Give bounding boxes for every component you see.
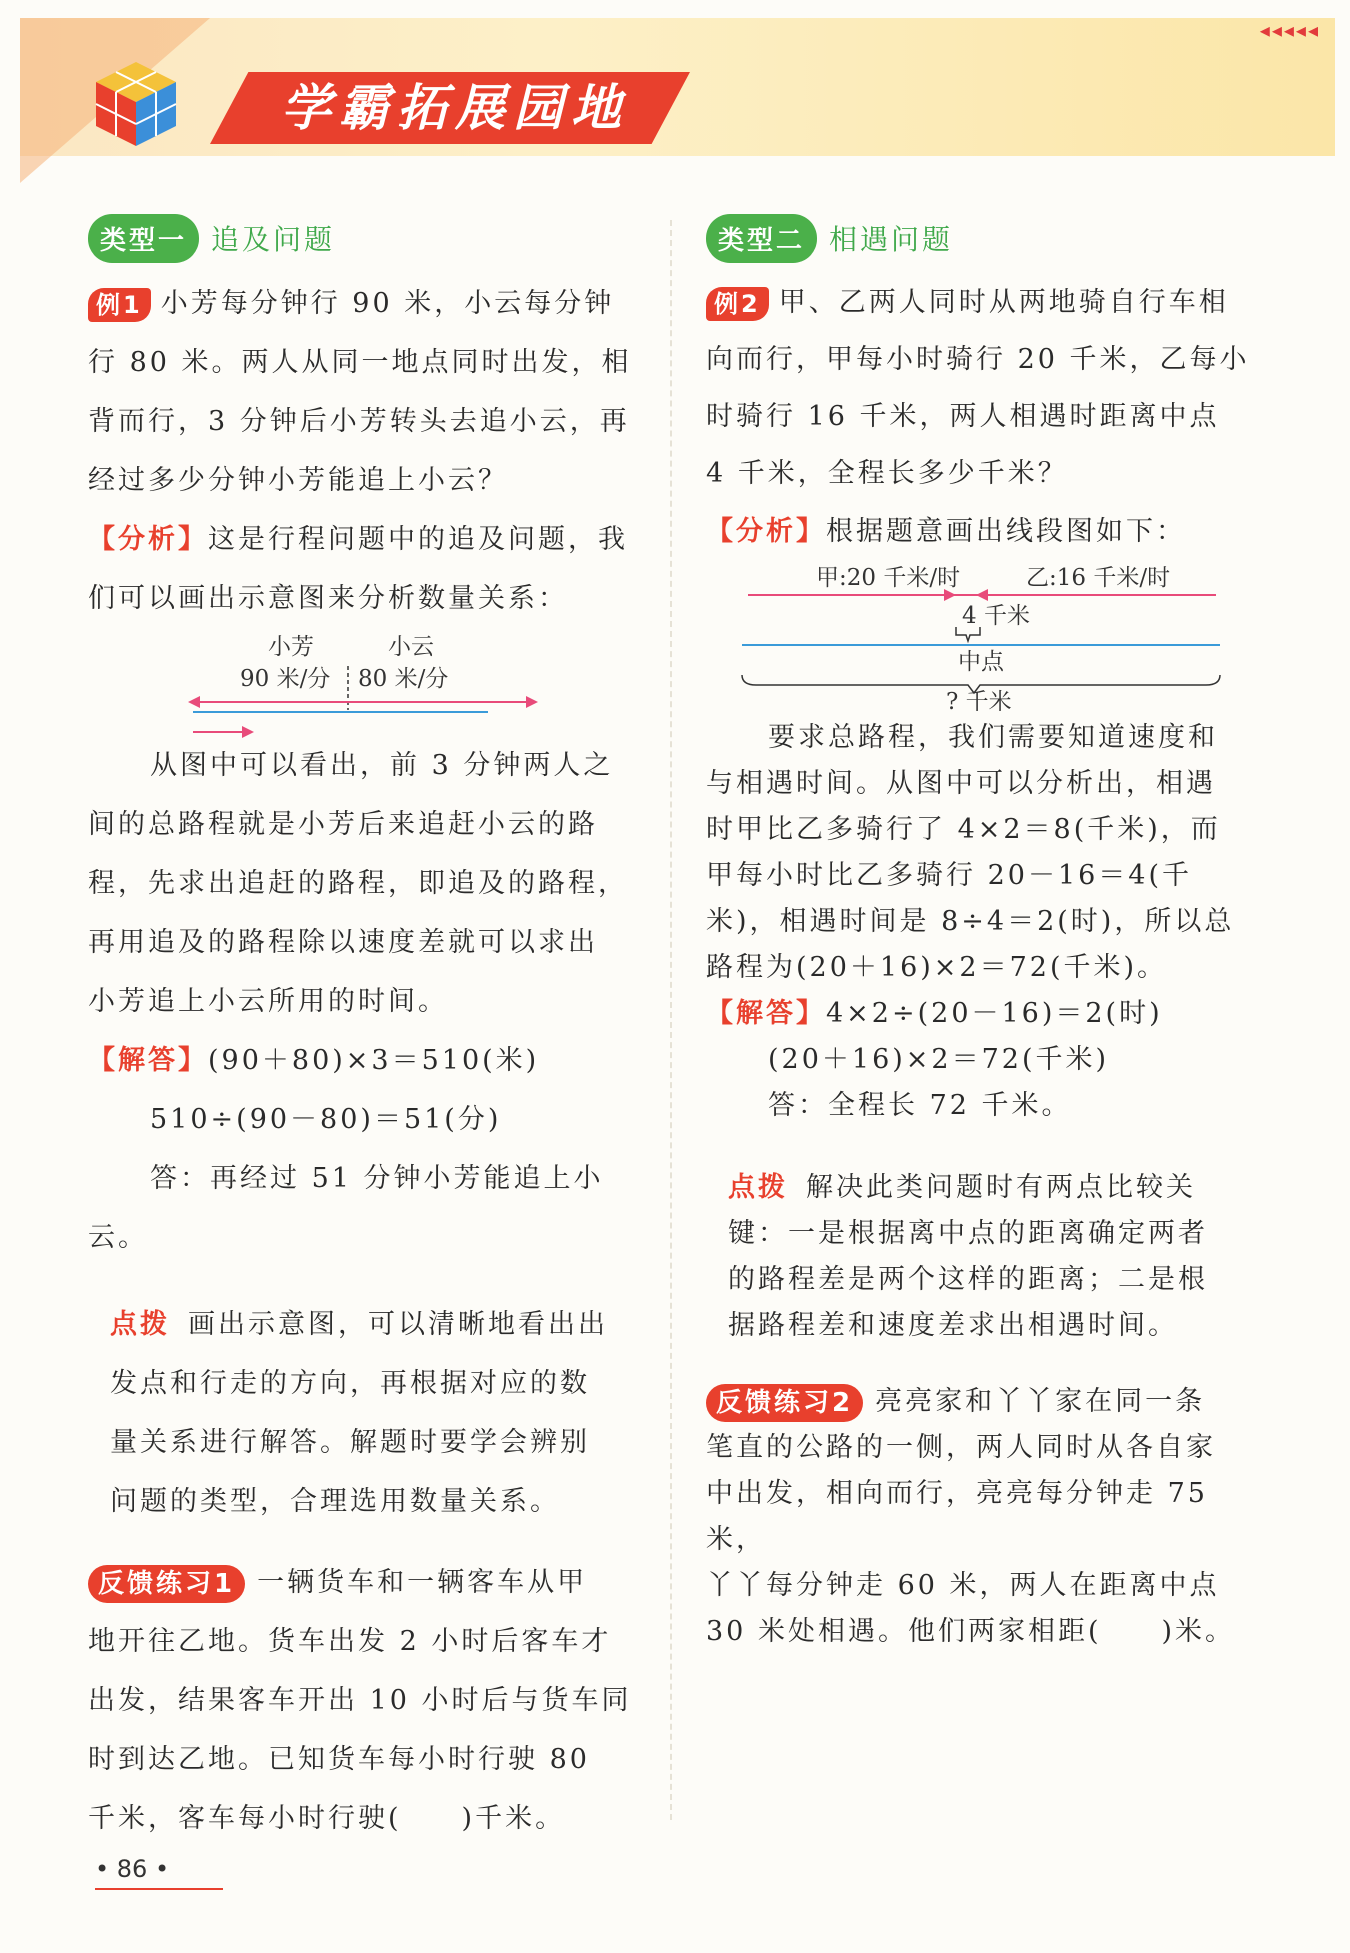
page-title: 学霸拓展园地 [281, 79, 629, 137]
type-tag: 类型二 [706, 214, 817, 263]
column-divider [670, 220, 672, 1820]
type-header [706, 212, 1266, 264]
text-line: 时到达乙地。已知货车每小时行驶 80 [88, 1744, 590, 1775]
example-problem [706, 274, 1266, 502]
answer-line: 答：再经过 51 分钟小芳能追上小云。 [88, 1163, 604, 1253]
feedback-badge: 反馈练习2 [706, 1384, 863, 1422]
text-line: 4 千米，全程长多少千米？ [706, 458, 1068, 489]
text-line: 与相遇时间。从图中可以分析出，相遇 [706, 768, 1216, 799]
text-line: 发点和行走的方向，再根据对应的数 [110, 1368, 590, 1399]
text-line: 向而行，甲每小时骑行 20 千米，乙每小 [706, 344, 1250, 375]
tip [706, 1165, 1266, 1349]
diagram-label-xiaoyun: 小云 [388, 634, 434, 660]
right-column [706, 212, 1266, 1655]
diagram-speed-jia: 甲:20 千米/时 [816, 565, 961, 591]
example-badge: 例2 [706, 287, 769, 321]
text-line: 出发，结果客车开出 10 小时后与货车同 [88, 1685, 632, 1716]
text-line: 经过多少分钟小芳能追上小云？ [88, 465, 508, 496]
arrow-decoration: ◂◂◂◂◂ [1259, 18, 1320, 42]
feedback-exercise [88, 1553, 648, 1848]
answer-label: 【解答】 [706, 998, 826, 1029]
explanation-cont [706, 761, 1266, 991]
text-line: 丫丫每分钟走 60 米，两人在距离中点 [706, 1570, 1220, 1601]
text-line: 间的总路程就是小芳后来追赶小云的路 [88, 809, 598, 840]
text-line: 小芳追上小云所用的时间。 [88, 986, 448, 1017]
explanation [706, 715, 1266, 761]
answer-line: (20＋16)×2＝72(千米) [768, 1044, 1110, 1075]
text-line: 问题的类型，合理选用数量关系。 [110, 1486, 560, 1517]
text-line: 背而行，3 分钟后小芳转头去追小云，再 [88, 406, 630, 437]
analysis [706, 502, 1266, 561]
diagram-label-xiaofang: 小芳 [268, 634, 314, 660]
analysis-label: 【分析】 [88, 524, 208, 555]
meeting-diagram [706, 561, 1266, 711]
text-line: 一辆货车和一辆客车从甲 [257, 1567, 588, 1598]
feedback-exercise [706, 1379, 1266, 1655]
text-line: 甲每小时比乙多骑行 20－16＝4(千 [706, 860, 1193, 891]
diagram-speed-xiaoyun: 80 米/分 [358, 666, 449, 692]
text-line: 从图中可以看出，前 3 分钟两人之 [150, 750, 614, 781]
text-line: 解决此类问题时有两点比较关 [806, 1172, 1196, 1203]
type-name: 追及问题 [211, 223, 336, 256]
chase-diagram [88, 628, 648, 740]
analysis-label: 【分析】 [706, 516, 826, 547]
explanation [88, 736, 648, 795]
example-badge: 例1 [88, 288, 151, 322]
example-problem [88, 274, 648, 510]
explanation-cont [88, 795, 648, 1031]
diagram-total-label: ? 千米 [946, 689, 1012, 711]
page-number: • 86 • [95, 1855, 170, 1883]
text-line: 程，先求出追赶的路程，即追及的路程， [88, 868, 628, 899]
answer-line: 510÷(90－80)＝51(分) [150, 1104, 502, 1135]
text-line: 时甲比乙多骑行了 4×2＝8(千米)，而 [706, 814, 1221, 845]
type-header [88, 212, 648, 264]
text-line: 的路程差是两个这样的距离；二是根 [728, 1264, 1208, 1295]
text-line: 根据题意画出线段图如下： [826, 516, 1186, 547]
page-number-underline [95, 1888, 223, 1890]
feedback-badge: 反馈练习1 [88, 1565, 245, 1603]
type-name: 相遇问题 [829, 223, 954, 256]
text-line: 时骑行 16 千米，两人相遇时距离中点 [706, 401, 1220, 432]
answer-label: 【解答】 [88, 1045, 208, 1076]
tip-label: 点拨 [110, 1309, 170, 1340]
text-line: 30 米处相遇。他们两家相距( )米。 [706, 1616, 1236, 1647]
text-line: 小芳每分钟行 90 米，小云每分钟 [160, 288, 615, 319]
left-column [88, 212, 648, 1848]
text-line: 据路程差和速度差求出相遇时间。 [728, 1310, 1178, 1341]
text-line: 亮亮家和丫丫家在同一条 [875, 1386, 1206, 1417]
text-line: 地开往乙地。货车出发 2 小时后客车才 [88, 1626, 612, 1657]
text-line: 量关系进行解答。解题时要学会辨别 [110, 1427, 590, 1458]
text-line: 笔直的公路的一侧，两人同时从各自家 [706, 1432, 1216, 1463]
diagram-midpoint-label: 中点 [958, 649, 1004, 675]
tip [88, 1295, 648, 1531]
rubik-cube-icon [90, 58, 182, 150]
diagram-gap-label: 4 千米 [962, 603, 1030, 629]
text-line: 中出发，相向而行，亮亮每分钟走 75 米， [706, 1478, 1208, 1555]
answer [88, 1031, 648, 1267]
text-line: 米)，相遇时间是 8÷4＝2(时)，所以总 [706, 906, 1235, 937]
text-line: 这是行程问题中的追及问题，我 [208, 524, 628, 555]
analysis [88, 510, 648, 628]
answer-line: 答：全程长 72 千米。 [768, 1090, 1072, 1121]
text-line: 再用追及的路程除以速度差就可以求出 [88, 927, 598, 958]
text-line: 行 80 米。两人从同一地点同时出发，相 [88, 347, 632, 378]
text-line: 千米，客车每小时行驶( )千米。 [88, 1803, 566, 1834]
answer-line: 4×2÷(20－16)＝2(时) [826, 998, 1163, 1029]
diagram-speed-yi: 乙:16 千米/时 [1026, 565, 1171, 591]
text-line: 要求总路程，我们需要知道速度和 [768, 722, 1218, 753]
type-tag: 类型一 [88, 214, 199, 263]
text-line: 画出示意图，可以清晰地看出出 [188, 1309, 608, 1340]
text-line: 路程为(20＋16)×2＝72(千米)。 [706, 952, 1168, 983]
tip-label: 点拨 [728, 1172, 788, 1203]
text-line: 甲、乙两人同时从两地骑自行车相 [778, 287, 1229, 318]
text-line: 键：一是根据离中点的距离确定两者 [728, 1218, 1208, 1249]
text-line: 们可以画出示意图来分析数量关系： [88, 583, 568, 614]
diagram-speed-xiaofang: 90 米/分 [240, 666, 331, 692]
answer [706, 991, 1266, 1129]
answer-line: (90＋80)×3＝510(米) [208, 1045, 540, 1076]
